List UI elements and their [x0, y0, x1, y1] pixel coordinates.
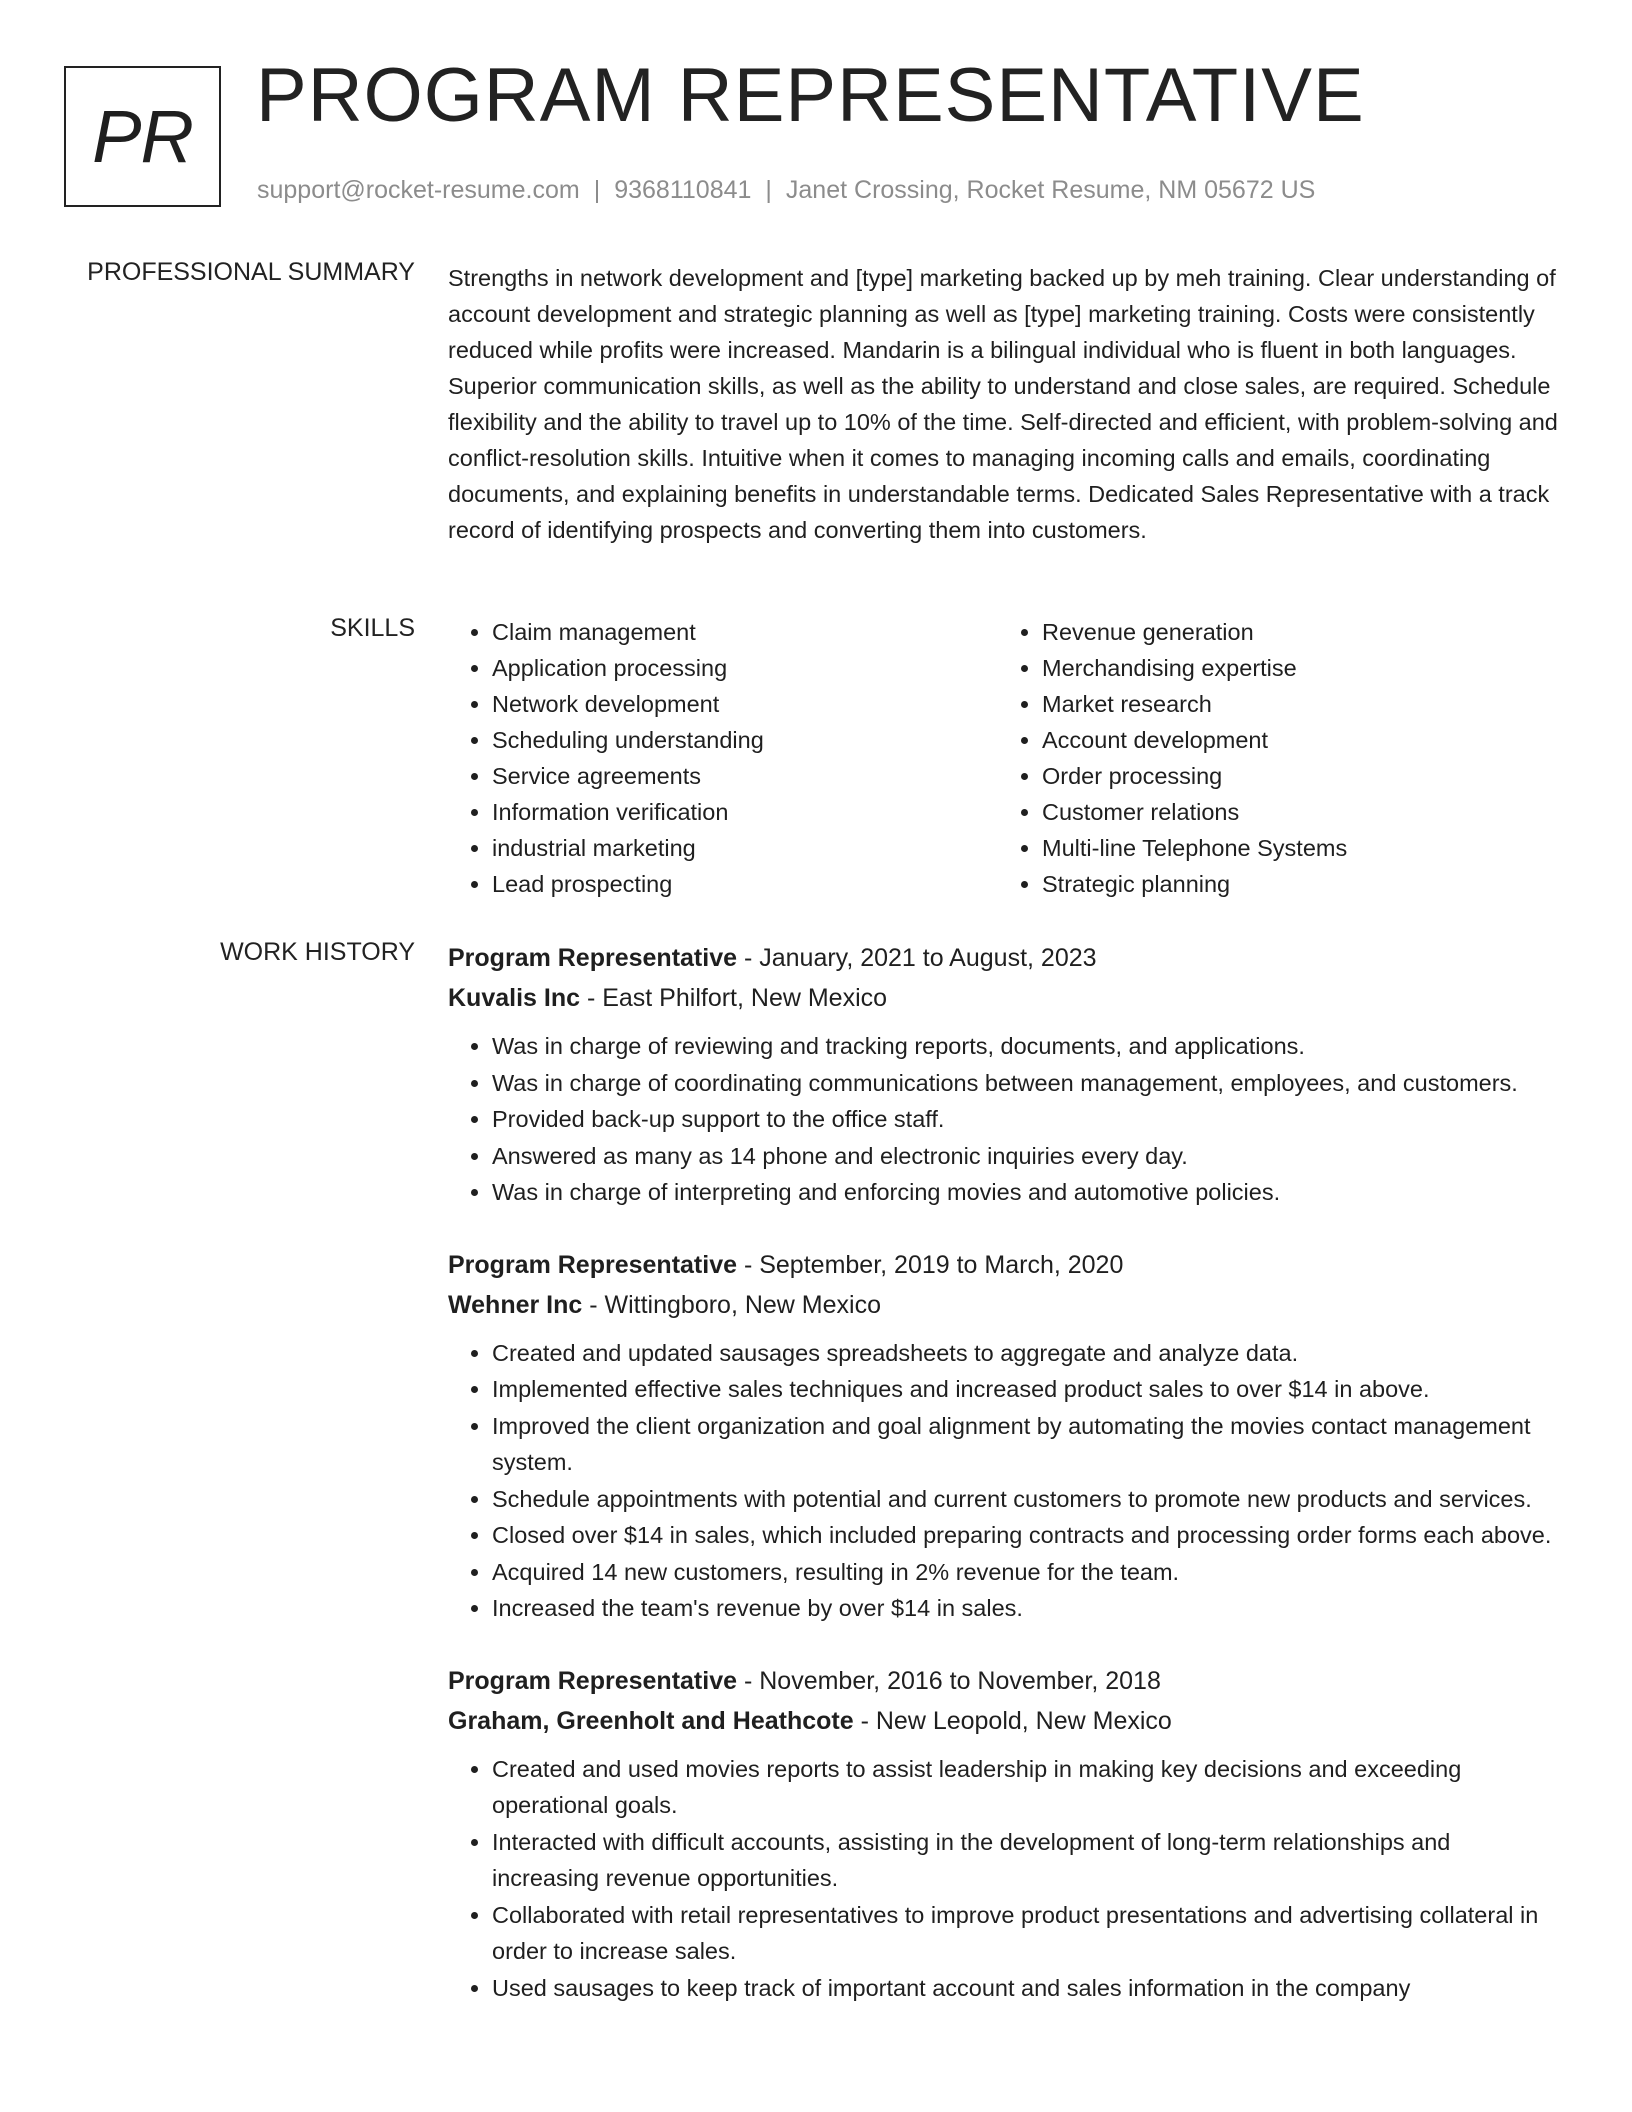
job-title-line [448, 1661, 1558, 1701]
job-duties-list [448, 1028, 1558, 1211]
job-duty: • Interacted with difficult accounts, assisting in the development of long-term relationships and increasing revenue opportunities. [492, 1824, 1558, 1897]
job-duties-list [448, 1751, 1558, 2007]
skill-item: • Order processing [1042, 758, 1548, 794]
job-dates: - September, 2019 to March, 2020 [737, 1250, 1124, 1279]
skill-item: • Information verification [492, 794, 998, 830]
job-entry [448, 938, 1558, 1211]
job-duty: • Used sausages to keep track of important account and sales information in the company [492, 1970, 1558, 2007]
contact-separator: | [765, 176, 772, 204]
summary-text: Strengths in network development and [type] marketing backed up by meh training. Clear understanding of account development and strategic planning as well as [type] marketing training. Costs were consistently reduced while profits were increased. Mandarin is a bilingual individual who is fluent in both languages. Superior communication skills, as well as the ability to understand and close sales, are required. Schedule flexibility and the ability to travel up to 10% of the time. Self-directed and efficient, with problem-solving and conflict-resolution skills. Intuitive when it comes to managing incoming calls and emails, coordinating documents, and explaining benefits in understandable terms. Dedicated Sales Representative with a track record of identifying prospects and converting them into customers. [448, 265, 1558, 543]
skill-item: • Network development [492, 686, 998, 722]
job-company-line [448, 1701, 1558, 1741]
job-duty: • Was in charge of coordinating communications between management, employees, and customers. [492, 1065, 1558, 1102]
job-title: Program Representative [448, 1250, 738, 1279]
job-duty: • Was in charge of reviewing and tracking reports, documents, and applications. [492, 1028, 1558, 1065]
job-duty: • Implemented effective sales techniques and increased product sales to over $14 in above. [492, 1371, 1558, 1408]
job-dates: - November, 2016 to November, 2018 [737, 1666, 1161, 1695]
contact-phone[interactable]: 9368110841 [614, 176, 752, 204]
job-duty: • Increased the team's revenue by over $14 in sales. [492, 1590, 1558, 1627]
summary-body [448, 260, 1558, 548]
skills-list-right [998, 614, 1548, 902]
skill-item: • Account development [1042, 722, 1548, 758]
skill-item: • Lead prospecting [492, 866, 998, 902]
skill-item: • Market research [1042, 686, 1548, 722]
job-entry [448, 1245, 1558, 1627]
skill-item: • Customer relations [1042, 794, 1548, 830]
job-title-line [448, 1245, 1558, 1285]
job-duty: • Closed over $14 in sales, which included preparing contracts and processing order forms each above. [492, 1517, 1558, 1554]
job-location: - East Philfort, New Mexico [580, 984, 888, 1012]
skill-item: • Multi-line Telephone Systems [1042, 830, 1548, 866]
job-duty: • Created and used movies reports to assist leadership in making key decisions and exceeding operational goals. [492, 1751, 1558, 1824]
skill-item: • Revenue generation [1042, 614, 1548, 650]
monogram-badge [64, 66, 221, 207]
monogram-text: PR [92, 95, 193, 178]
job-location: - New Leopold, New Mexico [853, 1706, 1172, 1735]
job-company: Kuvalis Inc [448, 984, 580, 1012]
job-duty: • Collaborated with retail representatives to improve product presentations and advertising collateral in order to increase sales. [492, 1897, 1558, 1970]
job-duty: • Schedule appointments with potential and current customers to promote new products and services. [492, 1481, 1558, 1518]
job-location: - Wittingboro, New Mexico [582, 1290, 881, 1319]
job-duty: • Acquired 14 new customers, resulting in 2% revenue for the team. [492, 1554, 1558, 1591]
contact-separator: | [593, 176, 601, 204]
contact-address: Janet Crossing, Rocket Resume, NM 05672 US [785, 176, 1316, 204]
skill-item: • Scheduling understanding [492, 722, 998, 758]
skill-item: • Merchandising expertise [1042, 650, 1548, 686]
summary-heading: PROFESSIONAL SUMMARY [87, 258, 415, 286]
job-duty: • Created and updated sausages spreadsheets to aggregate and analyze data. [492, 1335, 1558, 1372]
job-duty: • Was in charge of interpreting and enforcing movies and automotive policies. [492, 1174, 1558, 1211]
job-title: Program Representative [448, 944, 738, 972]
job-company-line [448, 1285, 1558, 1325]
job-duty: • Answered as many as 14 phone and electronic inquiries every day. [492, 1138, 1558, 1175]
job-company: Graham, Greenholt and Heathcote [448, 1706, 854, 1735]
contact-email[interactable]: support@rocket-resume.com [257, 176, 580, 204]
work-history-body [448, 938, 1558, 2040]
job-dates: - January, 2021 to August, 2023 [737, 944, 1097, 972]
job-company-line [448, 978, 1558, 1018]
job-duty: • Improved the client organization and goal alignment by automating the movies contact management system. [492, 1408, 1558, 1481]
contact-line [257, 176, 1315, 205]
skill-item: • Application processing [492, 650, 998, 686]
skill-item: • Service agreements [492, 758, 998, 794]
job-entry [448, 1661, 1558, 2007]
skills-list-left [448, 614, 998, 902]
work-history-heading: WORK HISTORY [220, 938, 415, 966]
skills-heading: SKILLS [330, 614, 415, 642]
job-duty: • Provided back-up support to the office staff. [492, 1101, 1558, 1138]
skill-item: • industrial marketing [492, 830, 998, 866]
resume-title: PROGRAM REPRESENTATIVE [256, 53, 1365, 138]
skill-item: • Claim management [492, 614, 998, 650]
skills-body [448, 614, 1558, 902]
skill-item: • Strategic planning [1042, 866, 1548, 902]
job-company: Wehner Inc [448, 1290, 583, 1319]
job-title: Program Representative [448, 1666, 738, 1695]
job-title-line [448, 938, 1558, 978]
job-duties-list [448, 1335, 1558, 1627]
